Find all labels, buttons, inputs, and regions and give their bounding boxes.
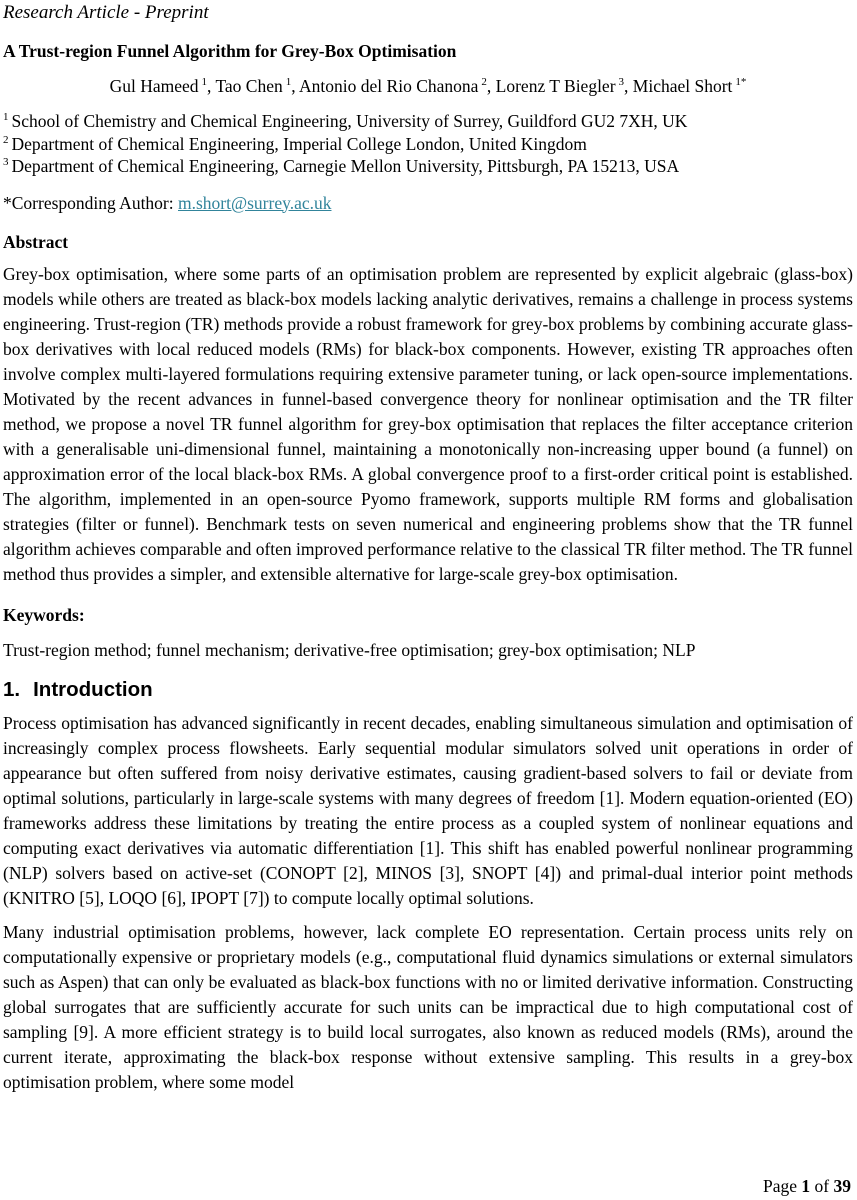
author-affiliation-superscript: 1 [285, 76, 292, 89]
corresponding-author-line [3, 192, 853, 214]
affiliation-list [3, 110, 853, 178]
author: Gul Hameed $^1$, [109, 76, 216, 96]
running-head: Research Article - Preprint [3, 2, 209, 23]
corresponding-author-label: *Corresponding Author: [3, 192, 178, 213]
section-title: Introduction [33, 677, 153, 701]
keywords-heading: Keywords: [3, 604, 85, 625]
author-affiliation-superscript: 1 [201, 76, 207, 89]
author-affiliation-superscript: 3 [618, 76, 625, 89]
affiliation-line: $^3$ Department of Chemical Engineering, Carnegie Mellon University, Pittsburgh, PA 15213, USA [3, 156, 680, 176]
affiliation-line: $^2$ Department of Chemical Engineering, Imperial College London, United Kingdom [3, 133, 587, 154]
total-page-count: 39 [833, 1176, 851, 1196]
author-affiliation-superscript: 2 [481, 76, 487, 89]
affiliation-number: 2 [3, 133, 9, 146]
keywords-text: Trust-region method; funnel mechanism; derivative-free optimisation; grey-box optimisation; NLP [3, 639, 696, 660]
affiliation-line: $^1$ School of Chemistry and Chemical Engineering, University of Surrey, Guildford GU2 7XH, UK [3, 111, 688, 131]
abstract-heading: Abstract [3, 231, 69, 252]
of-word: of [810, 1176, 834, 1196]
author-line [3, 75, 853, 97]
author: Lorenz T Biegler $^3$, [495, 76, 633, 96]
author: Michael Short $^{1*}$ [632, 76, 747, 96]
intro-paragraph-1: Process optimisation has advanced significantly in recent decades, enabling simultaneous simulation and optimisation of increasingly complex process flowsheets. Early sequential modular simulators solved unit operations in order of appearance but often suffered from noisy derivative estimates, causing gradient-based solvers to fail or deviate from optimal solutions, particularly in large-scale systems with many degrees of freedom [1]. Modern equation-oriented (EO) frameworks address these limitations by treating the entire process as a coupled system of nonlinear equations and computing exact derivatives via automatic differentiation [1]. This shift has enabled powerful nonlinear programming (NLP) solvers based on active-set (CONOPT [2], MINOS [3], SNOPT [4]) and primal-dual interior point methods (KNITRO [5], LOQO [6], IPOPT [7]) to compute locally optimal solutions. [3, 712, 853, 908]
page-number-footer [763, 1176, 851, 1197]
paper-title: A Trust-region Funnel Algorithm for Grey-Box Optimisation [3, 41, 457, 61]
affiliation-number: 3 [3, 156, 9, 169]
affiliation-number: 1 [3, 111, 9, 124]
author: Tao Chen $^1$, [215, 76, 300, 96]
corresponding-email-link[interactable]: m.short@surrey.ac.uk [178, 192, 332, 213]
abstract-paragraph: Grey-box optimisation, where some parts of an optimisation problem are represented by explicit algebraic (glass-box) models while others are treated as black-box models lacking analytic derivatives, remains a challenge in process systems engineering. Trust-region (TR) methods provide a robust framework for grey-box problems by combining accurate glass-box derivatives with local reduced models (RMs) for black-box components. However, existing TR approaches often involve complex multi-layered formulations requiring extensive parameter tuning, or lack open-source implementations. Motivated by the recent advances in funnel-based convergence theory for nonlinear optimisation and the TR filter method, we propose a novel TR funnel algorithm for grey-box optimisation that replaces the filter acceptance criterion with a generalisable uni-dimensional funnel, maintaining a monotonically non-increasing upper bound (a funnel) on approximation error of the local black-box RMs. A global convergence proof to a first-order critical point is established. The algorithm, implemented in an open-source Pyomo framework, supports multiple RM forms and globalisation strategies (filter or funnel). Benchmark tests on seven numerical and engineering problems show that the TR funnel algorithm achieves comparable and often improved performance relative to the classical TR filter method. The TR funnel method thus provides a simpler, and extensible alternative for large-scale grey-box optimisation. [3, 263, 853, 584]
section-heading-introduction [3, 677, 853, 702]
section-number: 1. [3, 677, 21, 701]
author-affiliation-superscript: 1* [735, 76, 747, 89]
author: Antonio del Rio Chanona $^2$, [299, 76, 496, 96]
current-page-number: 1 [801, 1176, 811, 1196]
intro-paragraph-2: Many industrial optimisation problems, however, lack complete EO representation. Certain process units rely on computationally expensive or proprietary models (e.g., computational fluid dynamics simulations or external simulators such as Aspen) that can only be evaluated as black-box functions with no or limited derivative information. Constructing global surrogates that are sufficiently accurate for such units can be impractical due to high computational cost of sampling [9]. A more efficient strategy is to build local surrogates, also known as reduced models (RMs), around the current iterate, approximating the black-box response without extensive sampling. This results in a grey-box optimisation problem, where some model [3, 921, 853, 1092]
page-word: Page [763, 1176, 802, 1196]
